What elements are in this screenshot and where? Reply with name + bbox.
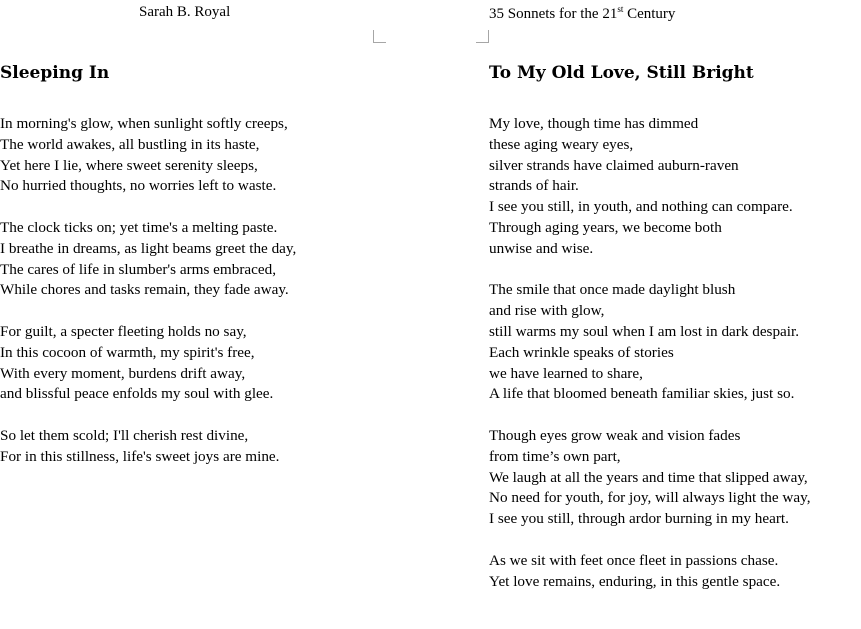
poem-line[interactable]: Each wrinkle speaks of stories bbox=[489, 343, 674, 361]
author-header: Sarah B. Royal bbox=[139, 4, 231, 20]
poem-line[interactable]: we have learned to share, bbox=[489, 364, 643, 382]
stanza bbox=[0, 218, 296, 301]
poem-line[interactable]: With every moment, burdens drift away, bbox=[0, 364, 246, 382]
poem-line[interactable]: and blissful peace enfolds my soul with glee. bbox=[0, 385, 274, 403]
poem-line[interactable]: The cares of life in slumber's arms embraced, bbox=[0, 260, 277, 278]
book-title-prefix: 35 Sonnets for the 21 bbox=[489, 6, 618, 22]
stanza bbox=[0, 114, 296, 197]
poem-line[interactable]: silver strands have claimed auburn-raven bbox=[489, 156, 739, 174]
poem-line[interactable]: I see you still, in youth, and nothing can compare. bbox=[489, 198, 793, 216]
poem-line[interactable]: In this cocoon of warmth, my spirit's free, bbox=[0, 343, 255, 361]
left-margin-crop-mark bbox=[373, 30, 386, 43]
poem-line[interactable]: unwise and wise. bbox=[489, 239, 594, 257]
poem-line[interactable]: As we sit with feet once fleet in passions chase. bbox=[489, 551, 779, 569]
stanza bbox=[489, 551, 811, 593]
poem-line[interactable]: The clock ticks on; yet time's a melting paste. bbox=[0, 218, 278, 236]
poem-line[interactable]: A life that bloomed beneath familiar skies, just so. bbox=[489, 385, 795, 403]
left-page bbox=[0, 0, 430, 629]
poem-line[interactable]: still warms my soul when I am lost in dark despair. bbox=[489, 322, 800, 340]
poem-line[interactable]: No need for youth, for joy, will always light the way, bbox=[489, 489, 811, 507]
stanza bbox=[489, 114, 811, 260]
stanza bbox=[489, 426, 811, 530]
book-title-suffix: Century bbox=[623, 6, 676, 22]
poem-line[interactable]: and rise with glow, bbox=[489, 302, 605, 320]
poem-line[interactable]: For guilt, a specter fleeting holds no say, bbox=[0, 322, 247, 340]
book-title-superscript: st bbox=[617, 4, 624, 14]
stanza bbox=[0, 322, 296, 405]
poem-line[interactable]: these aging weary eyes, bbox=[489, 135, 634, 153]
book-title-header bbox=[489, 5, 675, 23]
stanza bbox=[489, 280, 811, 405]
poem-line[interactable]: I see you still, through ardor burning in my heart. bbox=[489, 510, 789, 528]
poem-line[interactable]: No hurried thoughts, no worries left to waste. bbox=[0, 177, 277, 195]
poem-line[interactable]: Through aging years, we become both bbox=[489, 218, 722, 236]
poem-line[interactable]: Though eyes grow weak and vision fades bbox=[489, 426, 741, 444]
poem-title-old-love[interactable]: To My Old Love, Still Bright bbox=[489, 63, 754, 83]
poem-line[interactable]: Yet here I lie, where sweet serenity sleeps, bbox=[0, 156, 258, 174]
right-margin-crop-mark bbox=[476, 30, 489, 43]
poem-line[interactable]: from time’s own part, bbox=[489, 447, 621, 465]
poem-body-right bbox=[489, 114, 811, 592]
poem-line[interactable]: For in this stillness, life's sweet joys are mine. bbox=[0, 447, 280, 465]
poem-line[interactable]: So let them scold; I'll cherish rest divine, bbox=[0, 426, 249, 444]
stanza bbox=[0, 426, 296, 468]
poem-line[interactable]: My love, though time has dimmed bbox=[489, 115, 699, 132]
poem-line[interactable]: We laugh at all the years and time that slipped away, bbox=[489, 468, 808, 486]
poem-body-left bbox=[0, 114, 296, 468]
poem-line[interactable]: Yet love remains, enduring, in this gentle space. bbox=[489, 572, 781, 590]
poem-line[interactable]: In morning's glow, when sunlight softly creeps, bbox=[0, 115, 288, 132]
poem-line[interactable]: I breathe in dreams, as light beams greet the day, bbox=[0, 239, 297, 257]
poem-line[interactable]: strands of hair. bbox=[489, 177, 579, 195]
poem-line[interactable]: While chores and tasks remain, they fade away. bbox=[0, 281, 289, 299]
poem-line[interactable]: The smile that once made daylight blush bbox=[489, 281, 736, 299]
poem-title-sleeping-in[interactable]: Sleeping In bbox=[0, 63, 110, 83]
poem-line[interactable]: The world awakes, all bustling in its haste, bbox=[0, 135, 260, 153]
right-page bbox=[489, 0, 861, 629]
